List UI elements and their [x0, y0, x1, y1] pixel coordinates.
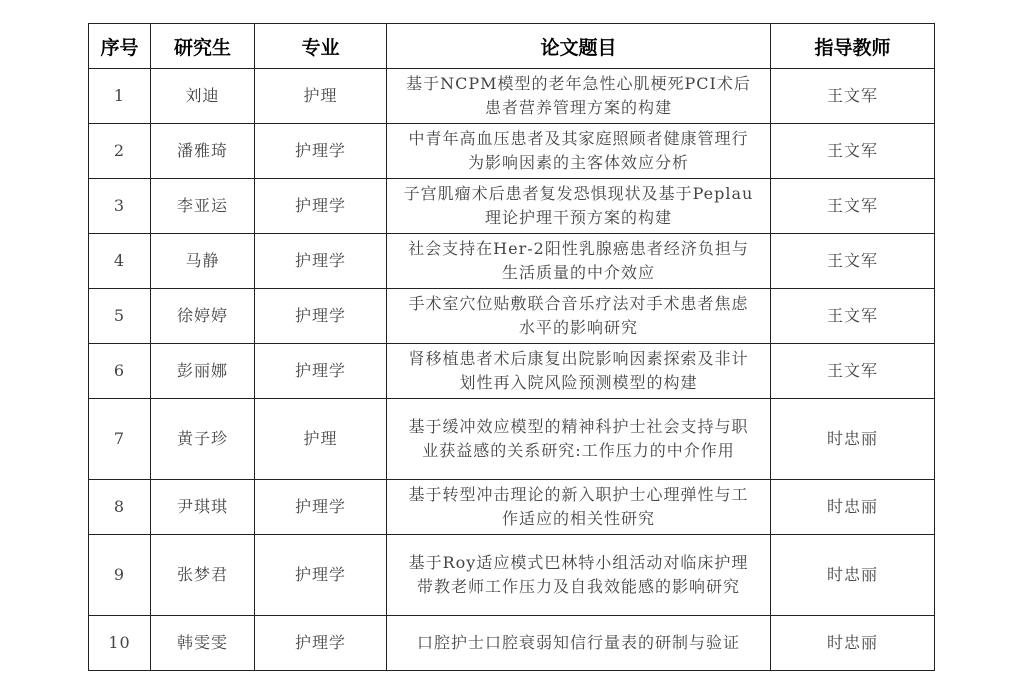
- row-number: 8: [89, 480, 151, 535]
- major: 护理学: [255, 234, 387, 289]
- advisor: 王文军: [771, 344, 935, 399]
- advisor: 时忠丽: [771, 399, 935, 480]
- header-cell: 序号: [89, 24, 151, 69]
- thesis-title: 口腔护士口腔衰弱知信行量表的研制与验证: [387, 616, 771, 671]
- major: 护理: [255, 399, 387, 480]
- row-number: 10: [89, 616, 151, 671]
- student-name: 徐婷婷: [151, 289, 255, 344]
- row-number: 5: [89, 289, 151, 344]
- major: 护理学: [255, 179, 387, 234]
- table-row: [89, 69, 935, 124]
- header-row: [89, 24, 935, 69]
- advisor: 时忠丽: [771, 616, 935, 671]
- advisor: 时忠丽: [771, 480, 935, 535]
- advisor: 王文军: [771, 289, 935, 344]
- advisor: 王文军: [771, 234, 935, 289]
- student-name: 马静: [151, 234, 255, 289]
- table-row: [89, 480, 935, 535]
- major: 护理学: [255, 535, 387, 616]
- thesis-title: 肾移植患者术后康复出院影响因素探索及非计划性再入院风险预测模型的构建: [387, 344, 771, 399]
- advisor: 王文军: [771, 179, 935, 234]
- row-number: 3: [89, 179, 151, 234]
- header-cell: 指导教师: [771, 24, 935, 69]
- row-number: 9: [89, 535, 151, 616]
- table-row: [89, 179, 935, 234]
- row-number: 2: [89, 124, 151, 179]
- thesis-title: 中青年高血压患者及其家庭照顾者健康管理行为影响因素的主客体效应分析: [387, 124, 771, 179]
- thesis-title: 基于转型冲击理论的新入职护士心理弹性与工作适应的相关性研究: [387, 480, 771, 535]
- major: 护理学: [255, 289, 387, 344]
- row-number: 7: [89, 399, 151, 480]
- major: 护理学: [255, 616, 387, 671]
- advisor: 时忠丽: [771, 535, 935, 616]
- header-cell: 研究生: [151, 24, 255, 69]
- row-number: 6: [89, 344, 151, 399]
- student-name: 李亚运: [151, 179, 255, 234]
- major: 护理学: [255, 344, 387, 399]
- thesis-title: 基于缓冲效应模型的精神科护士社会支持与职业获益感的关系研究:工作压力的中介作用: [387, 399, 771, 480]
- table-row: [89, 124, 935, 179]
- student-name: 张梦君: [151, 535, 255, 616]
- table-row: [89, 289, 935, 344]
- advisor: 王文军: [771, 69, 935, 124]
- student-name: 彭丽娜: [151, 344, 255, 399]
- row-number: 4: [89, 234, 151, 289]
- header-cell: 专业: [255, 24, 387, 69]
- student-name: 韩雯雯: [151, 616, 255, 671]
- major: 护理: [255, 69, 387, 124]
- thesis-title: 基于NCPM模型的老年急性心肌梗死PCI术后患者营养管理方案的构建: [387, 69, 771, 124]
- thesis-title: 子宫肌瘤术后患者复发恐惧现状及基于Peplau理论护理干预方案的构建: [387, 179, 771, 234]
- major: 护理学: [255, 480, 387, 535]
- table-row: [89, 344, 935, 399]
- student-name: 黄子珍: [151, 399, 255, 480]
- thesis-title: 社会支持在Her-2阳性乳腺癌患者经济负担与生活质量的中介效应: [387, 234, 771, 289]
- table-row: [89, 234, 935, 289]
- advisor: 王文军: [771, 124, 935, 179]
- row-number: 1: [89, 69, 151, 124]
- table-row: [89, 616, 935, 671]
- student-name: 潘雅琦: [151, 124, 255, 179]
- thesis-title: 手术室穴位贴敷联合音乐疗法对手术患者焦虑水平的影响研究: [387, 289, 771, 344]
- student-name: 刘迪: [151, 69, 255, 124]
- table-row: [89, 399, 935, 480]
- thesis-title: 基于Roy适应模式巴林特小组活动对临床护理带教老师工作压力及自我效能感的影响研究: [387, 535, 771, 616]
- student-name: 尹琪琪: [151, 480, 255, 535]
- table-row: [89, 535, 935, 616]
- major: 护理学: [255, 124, 387, 179]
- thesis-table: [88, 23, 935, 671]
- header-cell: 论文题目: [387, 24, 771, 69]
